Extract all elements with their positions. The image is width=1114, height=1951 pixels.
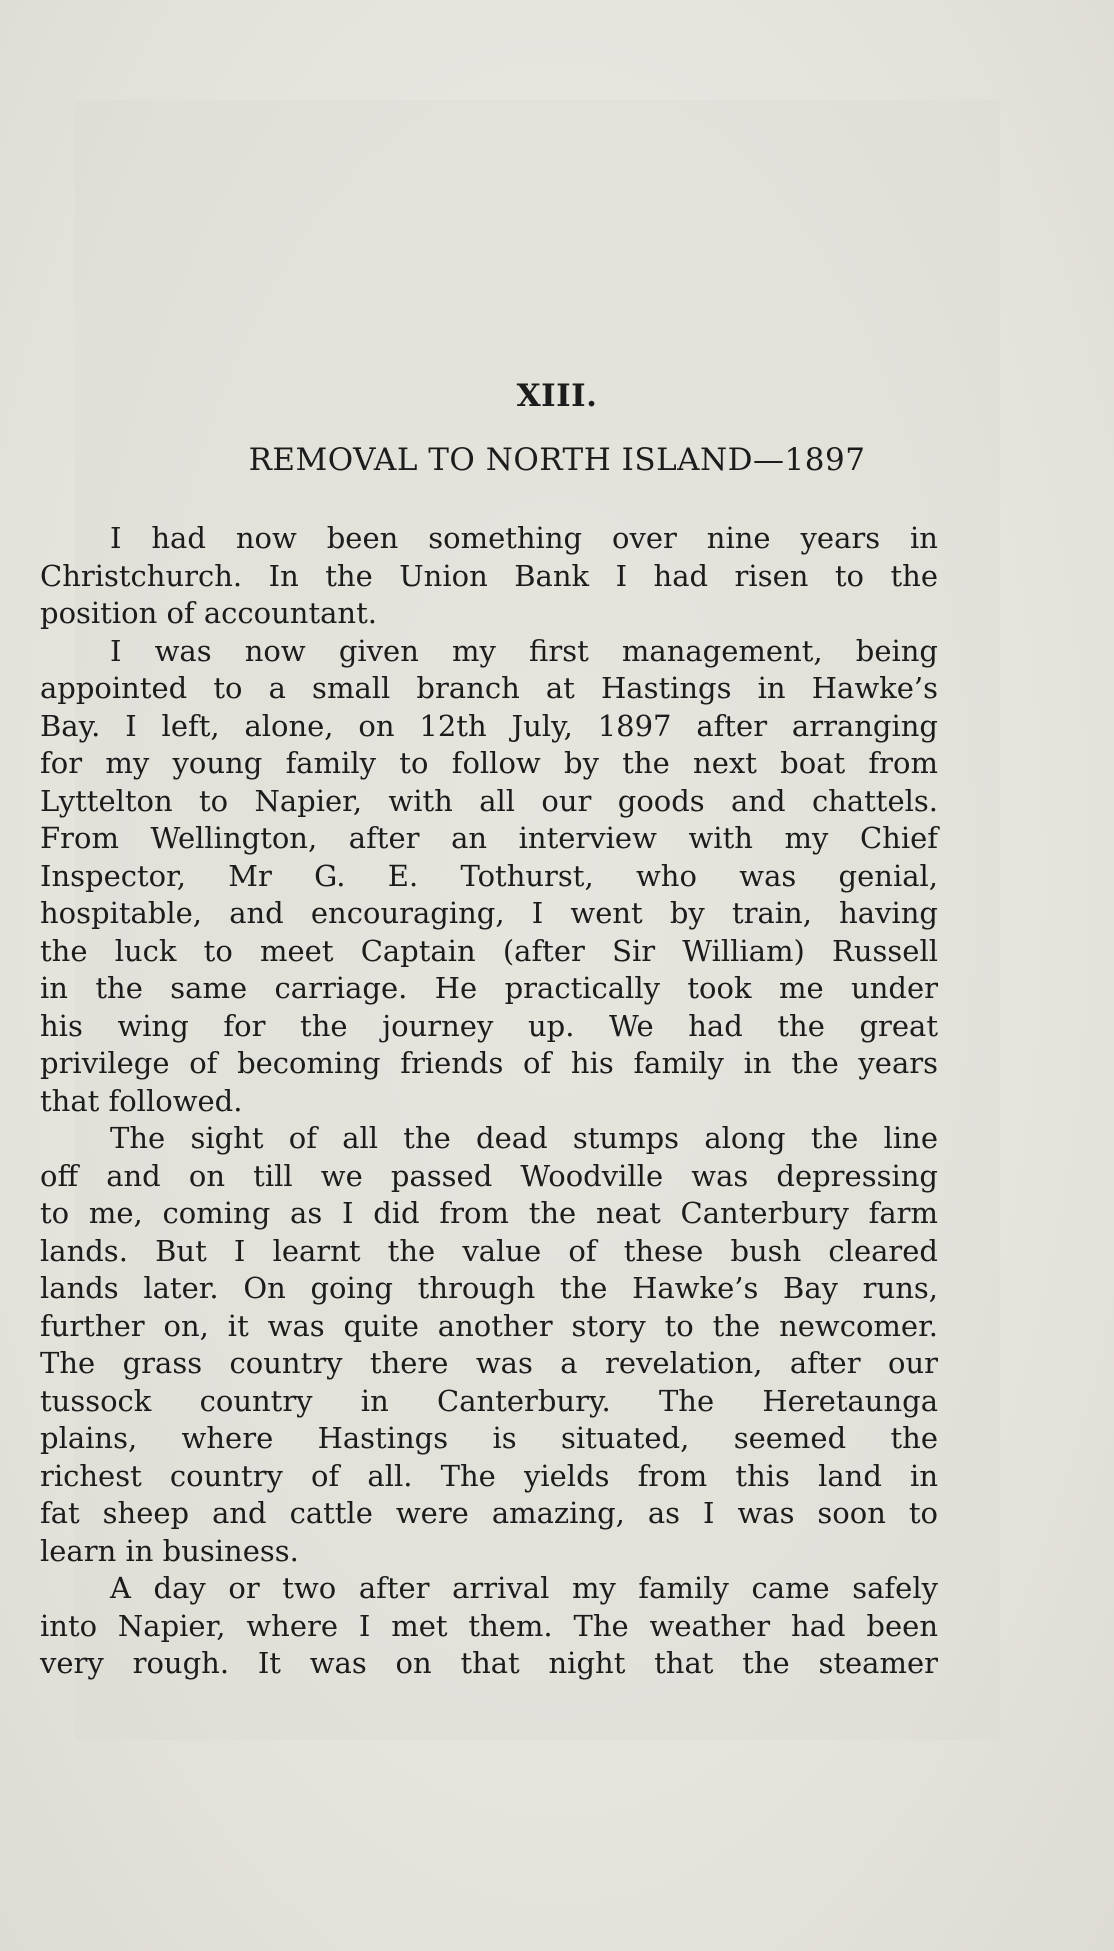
body-text	[40, 520, 938, 1683]
text-line: off and on till we passed Woodville was depressing	[40, 1158, 938, 1193]
text-line: fat sheep and cattle were amazing, as I was soon to	[40, 1496, 938, 1530]
text-line: into Napier, where I met them. The weather had been	[40, 1608, 938, 1643]
text-line: learn in business.	[40, 1533, 299, 1568]
chapter-number: XIII.	[516, 378, 598, 414]
text-line: The grass country there was a revelation, after our	[40, 1346, 938, 1380]
text-line: Lyttelton to Napier, with all our goods and chattels.	[40, 783, 938, 818]
text-line: for my young family to follow by the next boat from	[40, 746, 938, 780]
text-line: plains, where Hastings is situated, seemed the	[40, 1421, 938, 1455]
text-line: further on, it was quite another story to the newcomer.	[40, 1308, 938, 1343]
text-line: privilege of becoming friends of his family in the years	[40, 1046, 938, 1080]
text-line: tussock country in Canterbury. The Heretaunga	[40, 1383, 938, 1418]
text-line: hospitable, and encouraging, I went by train, having	[40, 896, 938, 930]
text-line: lands. But I learnt the value of these bush cleared	[40, 1233, 938, 1268]
text-line: Christchurch. In the Union Bank I had risen to the	[40, 558, 938, 593]
text-line: A day or two after arrival my family came safely	[110, 1571, 938, 1605]
text-line: his wing for the journey up. We had the great	[40, 1008, 938, 1043]
text-line: to me, coming as I did from the neat Canterbury farm	[40, 1196, 938, 1230]
text-line: lands later. On going through the Hawke’s Bay runs,	[40, 1271, 938, 1305]
text-line: that followed.	[40, 1083, 243, 1118]
paragraph-1	[40, 520, 938, 633]
text-line: I was now given my first management, being	[110, 633, 938, 668]
paragraph-3	[40, 1120, 938, 1570]
text-line: Inspector, Mr G. E. Tothurst, who was genial,	[40, 858, 938, 893]
text-line: position of accountant.	[40, 596, 377, 630]
text-line: I had now been something over nine years in	[110, 521, 938, 555]
paragraph-2	[40, 633, 938, 1121]
text-line: The sight of all the dead stumps along the line	[110, 1121, 938, 1155]
text-line: very rough. It was on that night that the steamer	[40, 1646, 938, 1680]
text-line: appointed to a small branch at Hastings in Hawke’s	[40, 671, 938, 705]
paragraph-4	[40, 1570, 938, 1683]
text-line: the luck to meet Captain (after Sir William) Russell	[40, 933, 938, 968]
chapter-title: REMOVAL TO NORTH ISLAND—1897	[248, 442, 866, 478]
text-line: Bay. I left, alone, on 12th July, 1897 after arranging	[40, 708, 938, 743]
text-line: in the same carriage. He practically took me under	[40, 971, 938, 1005]
text-line: From Wellington, after an interview with my Chief	[40, 821, 938, 855]
text-line: richest country of all. The yields from this land in	[40, 1458, 938, 1493]
